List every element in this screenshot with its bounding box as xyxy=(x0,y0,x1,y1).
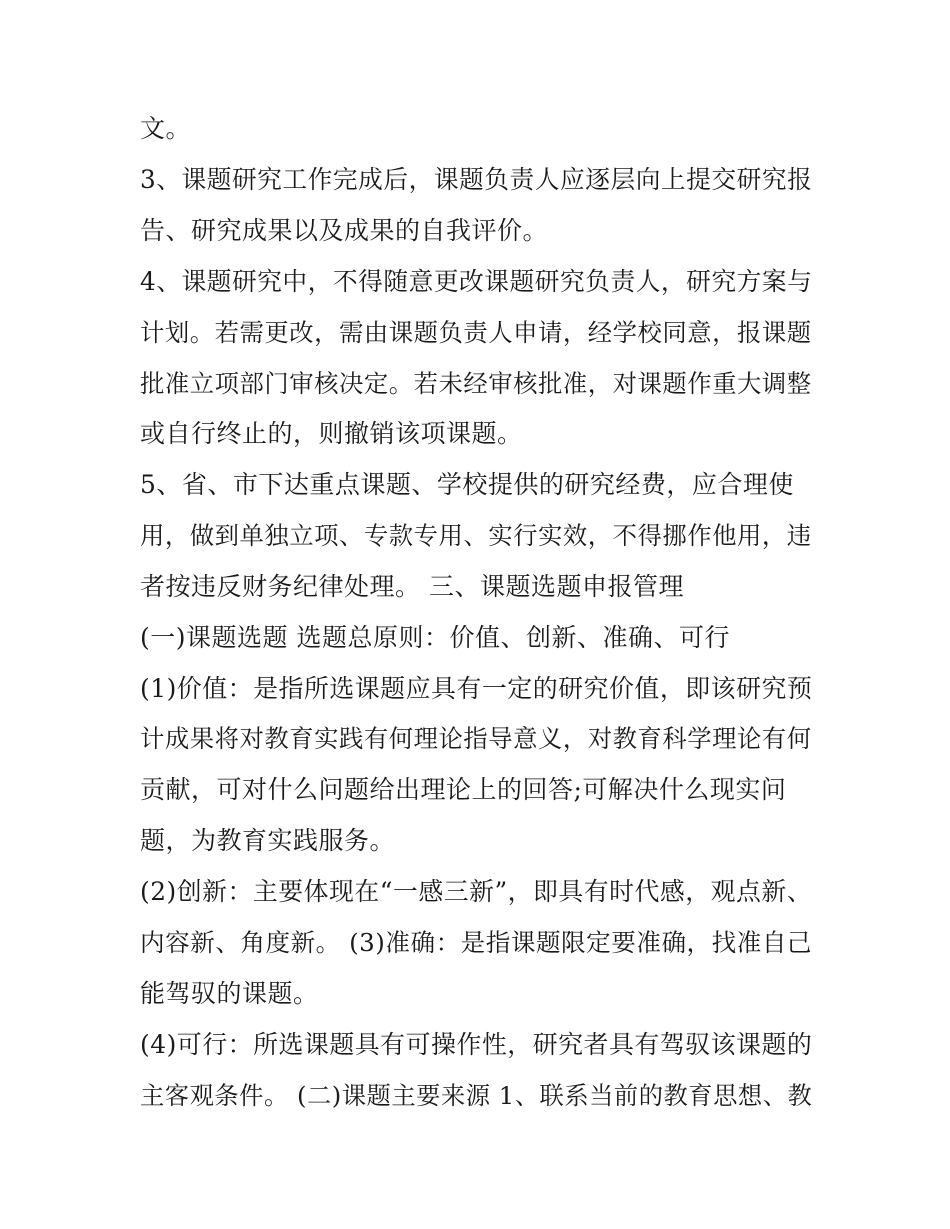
text-line: 告、研究成果以及成果的自我评价。 xyxy=(140,216,549,245)
text-line: 4、课题研究中，不得随意更改课题研究负责人，研究方案与 xyxy=(140,267,813,296)
text-line: 3、课题研究工作完成后，课题负责人应逐层向上提交研究报 xyxy=(140,165,813,194)
text-line: 计成果将对教育实践有何理论指导意义，对教育科学理论有何 xyxy=(140,724,812,753)
text-line: 能驾驭的课题。 xyxy=(140,979,319,1008)
text-line: 用，做到单独立项、专款专用、实行实效，不得挪作他用，违 xyxy=(140,521,812,550)
text-line: 计划。若需更改，需由课题负责人申请，经学校同意，报课题 xyxy=(140,318,812,347)
text-line: (一)课题选题 选题总原则：价值、创新、准确、可行 xyxy=(140,623,730,652)
text-line: (2)创新：主要体现在“一感三新”，即具有时代感，观点新、 xyxy=(140,877,813,906)
text-line: 贡献，可对什么问题给出理论上的回答;可解决什么现实问 xyxy=(140,775,787,804)
text-line: 者按违反财务纪律处理。 三、课题选题申报管理 xyxy=(140,572,684,601)
text-line: (4)可行：所选课题具有可操作性，研究者具有驾驭该课题的 xyxy=(140,1030,813,1059)
text-line: 主客观条件。 (二)课题主要来源 1、联系当前的教育思想、教 xyxy=(140,1081,813,1110)
text-line: 文。 xyxy=(140,114,192,143)
text-line: 5、省、市下达重点课题、学校提供的研究经费，应合理使 xyxy=(140,470,794,499)
text-line: 批准立项部门审核决定。若未经审核批准，对课题作重大调整 xyxy=(140,369,812,398)
text-line: 或自行终止的，则撤销该项课题。 xyxy=(140,419,523,448)
text-line: 题，为教育实践服务。 xyxy=(140,826,396,855)
text-line: (1)价值：是指所选课题应具有一定的研究价值，即该研究预 xyxy=(140,674,813,703)
text-line: 内容新、角度新。 (3)准确：是指课题限定要准确，找准自己 xyxy=(140,928,813,957)
